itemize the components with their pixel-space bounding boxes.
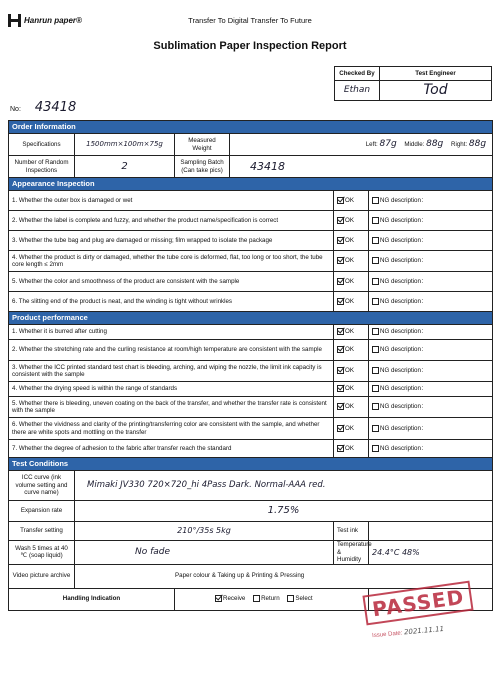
left-weight-label: Left: bbox=[365, 140, 378, 148]
checked-by-label: Checked By bbox=[335, 67, 380, 81]
ng-cell bbox=[369, 191, 493, 211]
select-label: Select bbox=[295, 595, 313, 603]
ok-cell bbox=[334, 340, 369, 361]
measured-weight-label: Measured Weight bbox=[175, 134, 230, 156]
random-inspections-label: Number of Random Inspections bbox=[9, 156, 75, 178]
temperature-value: 24.4°C 48% bbox=[369, 541, 493, 565]
ok-label: OK bbox=[345, 257, 354, 265]
performance-heading: Product performance bbox=[9, 312, 493, 325]
ok-checkbox[interactable] bbox=[337, 298, 344, 305]
report-no bbox=[10, 100, 76, 115]
ok-cell bbox=[334, 272, 369, 292]
ng-checkbox[interactable] bbox=[372, 385, 379, 392]
ok-cell bbox=[334, 382, 369, 397]
ok-label: OK bbox=[345, 277, 354, 285]
random-inspections-value: 2 bbox=[75, 156, 175, 178]
ng-cell bbox=[369, 231, 493, 251]
ok-label: OK bbox=[345, 216, 354, 224]
ng-label: NG description： bbox=[380, 196, 428, 204]
ok-cell bbox=[334, 361, 369, 382]
ng-checkbox[interactable] bbox=[372, 346, 379, 353]
ng-label: NG description： bbox=[380, 257, 428, 265]
order-heading: Order Information bbox=[9, 121, 493, 134]
select-checkbox[interactable] bbox=[287, 595, 294, 602]
ng-cell bbox=[369, 251, 493, 272]
ok-checkbox[interactable] bbox=[337, 278, 344, 285]
performance-item: 7. Whether the degree of adhesion to the fabric after transfer reach the standard bbox=[9, 440, 334, 458]
specifications-label: Specifications bbox=[9, 134, 75, 156]
ng-label: NG description： bbox=[380, 403, 428, 411]
ng-cell bbox=[369, 325, 493, 340]
wash-label: Wash 5 times at 40 ℃ (soap liquid) bbox=[9, 541, 75, 565]
sampling-batch-label: Sampling Batch (Can take pics) bbox=[175, 156, 230, 178]
ng-label: NG description： bbox=[380, 346, 428, 354]
ng-label: NG description： bbox=[380, 297, 428, 305]
performance-item: 5. Whether there is bleeding, uneven coating on the back of the transfer, and whether the transfer rate is consistent with the sample bbox=[9, 397, 334, 418]
ng-checkbox[interactable] bbox=[372, 237, 379, 244]
test-ink-label: Test ink bbox=[334, 522, 369, 541]
ng-cell bbox=[369, 397, 493, 418]
right-weight-value: 88g bbox=[468, 138, 487, 149]
ng-cell bbox=[369, 361, 493, 382]
ok-cell bbox=[334, 397, 369, 418]
right-weight-label: Right: bbox=[451, 140, 468, 148]
ok-label: OK bbox=[345, 385, 354, 393]
expansion-value: 1.75% bbox=[75, 501, 493, 522]
ng-label: NG description： bbox=[380, 367, 428, 375]
ok-cell bbox=[334, 211, 369, 231]
ng-cell bbox=[369, 211, 493, 231]
ng-label: NG description： bbox=[380, 216, 428, 224]
ng-cell bbox=[369, 418, 493, 440]
test-engineer-value: Tod bbox=[380, 81, 492, 101]
report-title: Sublimation Paper Inspection Report bbox=[153, 40, 347, 52]
appearance-item: 4. Whether the product is dirty or damaged, whether the tube core is deformed, flat, too long or too short, the tube core length ≤ 2mm bbox=[9, 251, 334, 272]
ok-cell bbox=[334, 325, 369, 340]
ng-cell bbox=[369, 340, 493, 361]
ng-label: NG description： bbox=[380, 385, 428, 393]
video-label: Video picture archive bbox=[9, 564, 75, 588]
performance-item: 2. Whether the stretching rate and the curling resistance at room/high temperature are consistent with the sample bbox=[9, 340, 334, 361]
ok-checkbox[interactable] bbox=[337, 425, 344, 432]
tagline: Transfer To Digital Transfer To Future bbox=[188, 16, 312, 25]
icc-value: Mimaki JV330 720×720_hi 4Pass Dark. Normal-AAA red. bbox=[75, 471, 493, 501]
ng-cell bbox=[369, 292, 493, 312]
ng-checkbox[interactable] bbox=[372, 367, 379, 374]
wash-value: No fade bbox=[75, 541, 334, 565]
performance-item: 6. Whether the vividness and clarity of the printing/transferring color are consistent with the sample, and whether there are white spots and mottling on the transfer bbox=[9, 418, 334, 440]
ng-label: NG description： bbox=[380, 328, 428, 336]
return-checkbox[interactable] bbox=[253, 595, 260, 602]
ok-cell bbox=[334, 440, 369, 458]
receive-checkbox[interactable] bbox=[215, 595, 222, 602]
appearance-item: 3. Whether the tube bag and plug are damaged or missing; film wrapped to isolate the package bbox=[9, 231, 334, 251]
ok-label: OK bbox=[345, 196, 354, 204]
signoff-table bbox=[334, 66, 492, 101]
report-no-label: No: bbox=[10, 106, 21, 113]
tests-heading: Test Conditions bbox=[9, 458, 493, 471]
receive-label: Receive bbox=[223, 595, 246, 603]
inspection-form bbox=[8, 120, 493, 611]
checked-by-value: Ethan bbox=[335, 81, 380, 101]
appearance-item: 5. Whether the color and smoothness of the product are consistent with the sample bbox=[9, 272, 334, 292]
ok-cell bbox=[334, 251, 369, 272]
ok-cell bbox=[334, 292, 369, 312]
ok-checkbox[interactable] bbox=[337, 257, 344, 264]
specifications-value: 1500mm×100m×75g bbox=[75, 134, 175, 156]
icc-label: ICC curve (ink volume setting and curve name) bbox=[9, 471, 75, 501]
ok-label: OK bbox=[345, 236, 354, 244]
ng-checkbox[interactable] bbox=[372, 197, 379, 204]
ok-cell bbox=[334, 418, 369, 440]
test-engineer-label: Test Engineer bbox=[380, 67, 492, 81]
ng-checkbox[interactable] bbox=[372, 445, 379, 452]
appearance-item: 6. The slitting end of the product is neat, and the winding is tight without wrinkles bbox=[9, 292, 334, 312]
ng-cell bbox=[369, 272, 493, 292]
passed-stamp: PASSED bbox=[362, 581, 474, 626]
ok-label: OK bbox=[345, 367, 354, 375]
ok-checkbox[interactable] bbox=[337, 346, 344, 353]
logo-text: Hanrun paper® bbox=[24, 16, 82, 25]
ng-checkbox[interactable] bbox=[372, 403, 379, 410]
ng-cell bbox=[369, 382, 493, 397]
transfer-value: 210°/35s 5kg bbox=[75, 522, 334, 541]
ok-checkbox[interactable] bbox=[337, 403, 344, 410]
appearance-item: 2. Whether the label is complete and fuzzy, and whether the product name/specification is correct bbox=[9, 211, 334, 231]
ok-label: OK bbox=[345, 297, 354, 305]
performance-item: 4. Whether the drying speed is within the range of standards bbox=[9, 382, 334, 397]
appearance-item: 1. Whether the outer box is damaged or wet bbox=[9, 191, 334, 211]
video-value: Paper colour & Taking up & Printing & Pressing bbox=[75, 564, 493, 588]
ok-checkbox[interactable] bbox=[337, 367, 344, 374]
ok-label: OK bbox=[345, 444, 354, 452]
sampling-batch-value: 43418 bbox=[230, 156, 493, 178]
handling-options bbox=[175, 588, 369, 610]
ng-label: NG description： bbox=[380, 424, 428, 432]
handling-label: Handling Indication bbox=[9, 588, 175, 610]
ok-checkbox[interactable] bbox=[337, 445, 344, 452]
expansion-label: Expansion rate bbox=[9, 501, 75, 522]
weight-readings bbox=[230, 134, 493, 156]
ng-checkbox[interactable] bbox=[372, 278, 379, 285]
ok-checkbox[interactable] bbox=[337, 385, 344, 392]
ng-checkbox[interactable] bbox=[372, 328, 379, 335]
ok-label: OK bbox=[345, 403, 354, 411]
performance-item: 1. Whether it is burred after cutting bbox=[9, 325, 334, 340]
ok-label: OK bbox=[345, 346, 354, 354]
middle-weight-value: 88g bbox=[426, 138, 444, 149]
ok-label: OK bbox=[345, 328, 354, 336]
temperature-label: Temperature & Humidity bbox=[334, 541, 369, 565]
ok-checkbox[interactable] bbox=[337, 237, 344, 244]
issue-date bbox=[372, 625, 445, 639]
ok-label: OK bbox=[345, 424, 354, 432]
appearance-heading: Appearance Inspection bbox=[9, 178, 493, 191]
ok-cell bbox=[334, 231, 369, 251]
return-label: Return bbox=[261, 595, 280, 603]
report-no-value: 43418 bbox=[34, 100, 77, 115]
issue-date-label: Issue Date: bbox=[371, 630, 403, 640]
ng-checkbox[interactable] bbox=[372, 257, 379, 264]
ng-checkbox[interactable] bbox=[372, 425, 379, 432]
ng-checkbox[interactable] bbox=[372, 217, 379, 224]
ng-label: NG description： bbox=[380, 277, 428, 285]
ng-label: NG description： bbox=[380, 236, 428, 244]
performance-item: 3. Whether the ICC printed standard test chart is bleeding, arching, and wiping the nozzle, the limit ink capacity is consistent with the sample bbox=[9, 361, 334, 382]
ok-checkbox[interactable] bbox=[337, 217, 344, 224]
ng-checkbox[interactable] bbox=[372, 298, 379, 305]
ok-checkbox[interactable] bbox=[337, 328, 344, 335]
transfer-label: Transfer setting bbox=[9, 522, 75, 541]
test-ink-value bbox=[369, 522, 493, 541]
ok-cell bbox=[334, 191, 369, 211]
left-weight-value: 87g bbox=[379, 138, 397, 149]
ng-cell bbox=[369, 440, 493, 458]
ok-checkbox[interactable] bbox=[337, 197, 344, 204]
issue-date-value: 2021.11.11 bbox=[403, 624, 445, 637]
ng-label: NG description： bbox=[380, 444, 428, 452]
middle-weight-label: Middle: bbox=[404, 140, 425, 148]
